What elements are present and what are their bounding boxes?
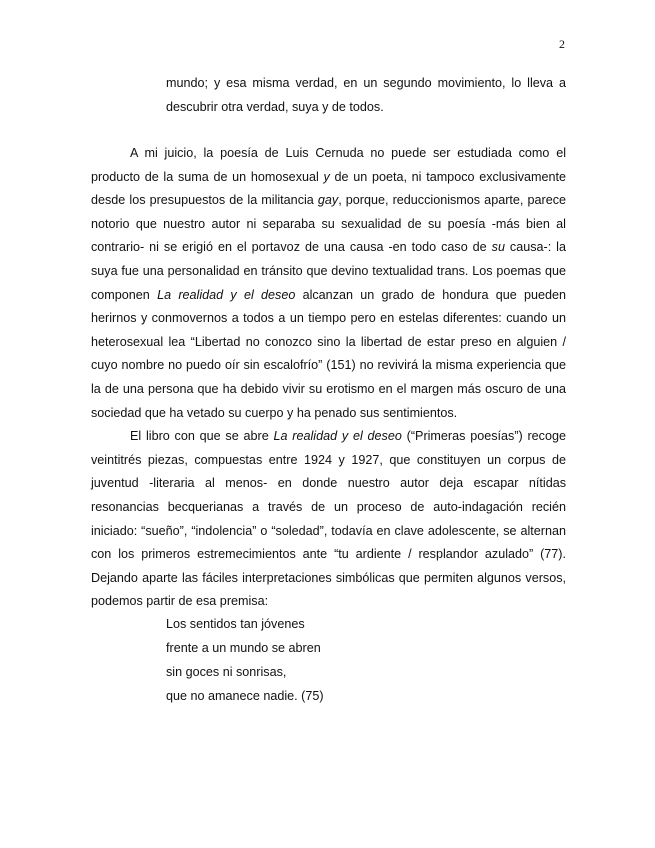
book-title: La realidad y el deseo — [157, 287, 296, 302]
book-title: La realidad y el deseo — [273, 429, 402, 444]
paragraph-1 — [91, 142, 566, 425]
emphasis: y — [323, 169, 330, 184]
text-run: alcanzan un grado de hondura que pueden herirnos y conmovernos a todos a un tiempo pero en estelas diferentes: cuando un heterosexual lea “Libertad no conozco sino la libertad de estar preso en alguien / cuyo nombre no puedo oír sin escalofrío” (151) no revivirá la misma experiencia que la de una persona que ha debido vivir su erotismo en el margen más oscuro de una sociedad que ha vetado su cuerpo y ha penado sus sentimientos. — [91, 287, 566, 420]
poem-line: frente a un mundo se abren — [166, 641, 321, 655]
text-run: (“Primeras poesías”) recoge veintitrés piezas, compuestas entre 1924 y 1927, que constituyen un corpus de juventud -literaria al menos- en donde nuestro autor deja escapar nítidas resonancias becquerianas a través de un proceso de auto-indagación recién iniciado: “sueño”, “indolencia” o “soledad”, todavía en clave adolescente, se alternan con los primeros estremecimientos ante “tu ardiente / resplandor azulado” (77). Dejando aparte las fáciles interpretaciones simbólicas que permiten algunos versos, podemos partir de esa premisa: — [91, 429, 566, 609]
poem-line: sin goces ni sonrisas, — [166, 665, 287, 679]
text-run: A mi juicio, la poesía de Luis Cernuda no puede ser estudiada como el producto de la suma de un homosexual — [91, 146, 566, 184]
poem-line: Los sentidos tan jóvenes — [166, 617, 305, 631]
poem-line: que no amanece nadie. (75) — [166, 689, 324, 703]
page-number: 2 — [559, 37, 565, 51]
text-run: El libro con que se abre — [130, 429, 274, 444]
block-quote-continuation: mundo; y esa misma verdad, en un segundo movimiento, lo lleva a descubrir otra verdad, suya y de todos. — [166, 76, 566, 114]
text-run: causa-: la suya fue una personalidad en tránsito que devino textualidad trans. Los poemas que componen — [91, 240, 566, 302]
text-run: de un poeta, ni tampoco exclusivamente desde los presupuestos de la militancia — [91, 169, 567, 208]
emphasis: gay — [317, 193, 339, 208]
body-text — [91, 142, 566, 614]
text-run: , porque, reduccionismos aparte, parece notorio que nuestro autor ni separaba su sexualidad de su poesía -más bien al contrario- ni se erigió en el portavoz de una causa -en todo caso de — [91, 193, 566, 255]
poem-quote — [166, 612, 324, 708]
paragraph-2 — [91, 425, 566, 614]
emphasis: su — [491, 240, 505, 255]
